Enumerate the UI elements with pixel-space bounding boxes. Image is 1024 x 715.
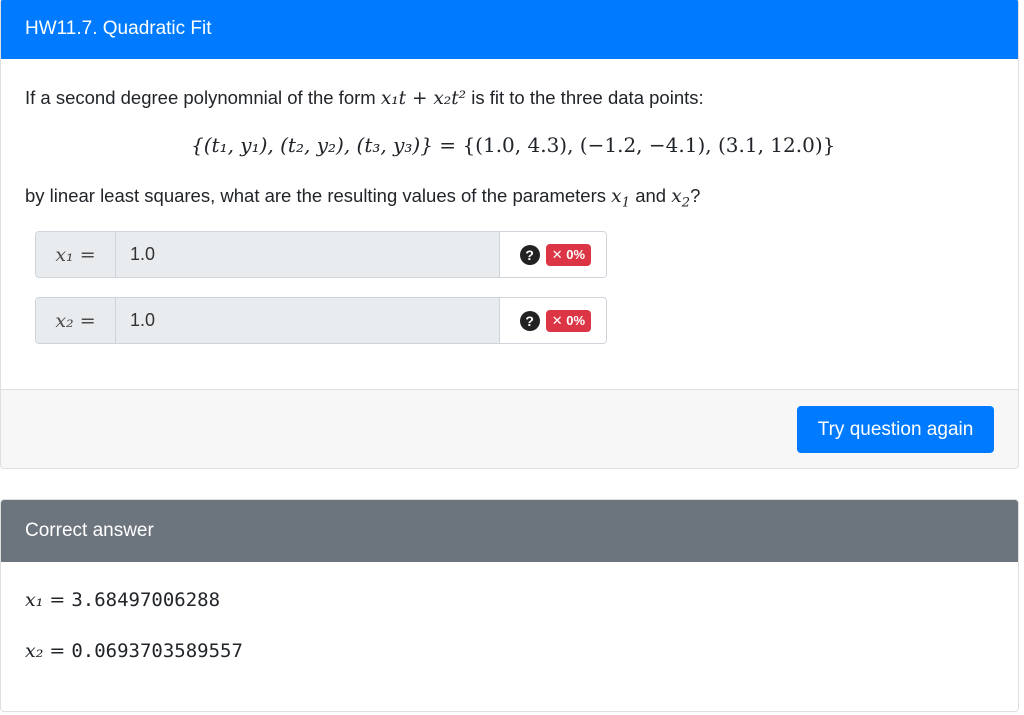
question-title: HW11.7. Quadratic Fit <box>25 18 212 39</box>
answer-x2-label: x₂ = <box>25 640 72 662</box>
data-points-equation <box>191 133 835 158</box>
prompt-text-after: is fit to the three data points: <box>466 87 704 108</box>
prompt-text-before: If a second degree polynomnial of the form <box>25 87 381 108</box>
question-prompt <box>25 87 704 109</box>
x1-input-label: x₁ = <box>36 232 116 277</box>
x2-input-label: x₂ = <box>36 298 116 343</box>
help-icon[interactable]: ? <box>520 311 540 331</box>
answer-card <box>0 499 1019 712</box>
answer-x1-value: 3.68497006288 <box>71 589 221 611</box>
model-expression: x₁t + x₂t² <box>380 88 467 109</box>
score-badge: ✕ 0% <box>546 244 591 266</box>
score-badge: ✕ 0% <box>546 310 591 332</box>
answer-header <box>1 500 1018 562</box>
x1-input-group <box>35 231 607 278</box>
question-prompt-2 <box>25 185 700 211</box>
answer-x1-label: x₁ = <box>25 589 72 611</box>
help-icon[interactable]: ? <box>520 245 540 265</box>
param-x1-label: $x_1$ <box>611 186 631 211</box>
question-header <box>1 0 1018 59</box>
x1-input-field[interactable]: 1.0 <box>116 232 500 277</box>
param-x2-label: $x_2$ <box>671 186 691 211</box>
answer-x2-value: 0.0693703589557 <box>71 640 243 662</box>
answer-title: Correct answer <box>25 520 154 541</box>
prompt2-and: and <box>630 185 672 206</box>
answer-x2 <box>25 640 243 663</box>
try-again-button[interactable]: Try question again <box>797 406 994 453</box>
x2-input-group <box>35 297 607 344</box>
answer-x1 <box>25 589 220 612</box>
equation-lhs: {(t₁, y₁), (t₂, y₂), (t₃, y₃)} = <box>191 133 463 157</box>
equation-rhs: {(1.0, 4.3), (−1.2, −4.1), (3.1, 12.0)} <box>462 133 836 157</box>
prompt2-text: by linear least squares, what are the resulting values of the parameters <box>25 185 612 206</box>
x2-input-field[interactable]: 1.0 <box>116 298 500 343</box>
x1-status <box>500 232 606 277</box>
x2-status <box>500 298 606 343</box>
prompt2-end: ? <box>690 185 701 206</box>
question-footer <box>1 389 1018 468</box>
